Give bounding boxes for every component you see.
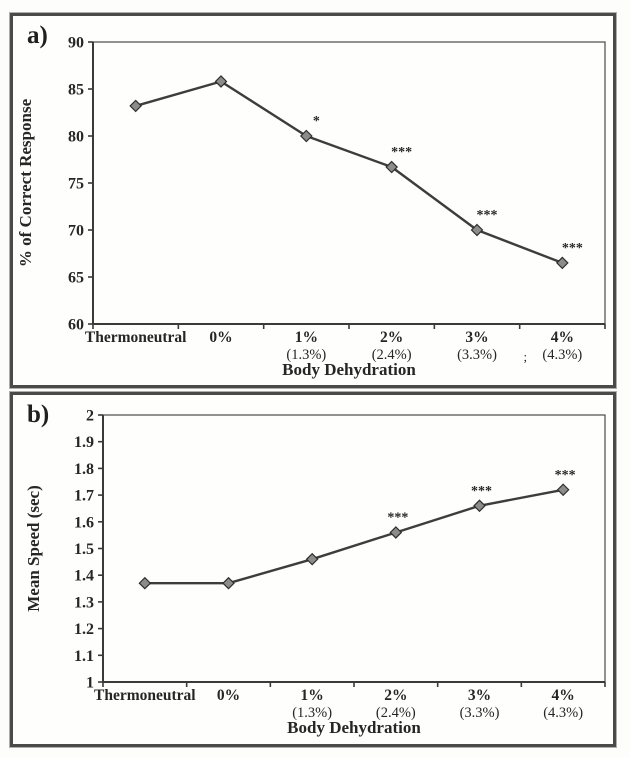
panel-b: [10, 392, 616, 747]
y-tick-label: 1.8: [74, 460, 94, 478]
x-category-label: 3%: [465, 329, 489, 346]
x-category-label: 0%: [209, 329, 233, 346]
panel-a-chart: [13, 16, 613, 385]
x-category-sublabel: (3.3%): [457, 347, 497, 363]
y-tick-label: 90: [68, 34, 84, 52]
y-axis-title: % of Correct Response: [16, 98, 35, 268]
x-category-sublabel: (1.3%): [292, 705, 333, 721]
plot-border: [93, 42, 605, 324]
y-tick-label: 1.4: [74, 567, 94, 585]
x-category-label: 2%: [384, 687, 408, 704]
series-line: [145, 490, 563, 583]
y-tick-label: 1.6: [74, 514, 94, 532]
x-category-sublabel: (3.3%): [459, 705, 500, 721]
y-tick-label: 1.1: [74, 647, 94, 665]
y-tick-label: 1.3: [74, 594, 94, 612]
x-category-label: 0%: [216, 687, 241, 704]
series-line: [136, 81, 563, 262]
x-axis-title: Body Dehydration: [287, 718, 421, 737]
data-point-marker: [558, 484, 569, 495]
data-point-marker: [223, 578, 234, 589]
significance-annotation: ***: [561, 240, 583, 256]
x-category-label: 1%: [300, 687, 324, 704]
panel-b-chart: [13, 395, 613, 744]
y-tick-label: 2: [86, 407, 94, 425]
x-category-label: 3%: [467, 687, 492, 704]
panel-a: [10, 13, 616, 388]
axis-lines: [93, 42, 605, 324]
data-point-marker: [130, 100, 141, 111]
x-category-sublabel: (4.3%): [543, 705, 584, 721]
significance-annotation: ***: [476, 208, 498, 223]
x-category-label: 2%: [380, 329, 404, 346]
significance-annotation: ***: [471, 483, 492, 499]
x-category-label: Thermoneutral: [84, 329, 187, 346]
y-tick-label: 75: [68, 175, 84, 193]
data-point-marker: [390, 527, 401, 538]
y-tick-label: 65: [68, 269, 84, 287]
axis-lines: [103, 415, 605, 682]
significance-annotation: *: [312, 114, 320, 129]
x-category-sublabel: (1.3%): [286, 347, 327, 363]
y-tick-label: 1: [86, 674, 94, 692]
y-axis-title: Mean Speed (sec): [24, 485, 43, 612]
x-axis-title: Body Dehydration: [282, 360, 416, 379]
x-category-sublabel: (4.3%): [542, 347, 583, 363]
panel-b-label: b): [27, 401, 50, 428]
x-category-label: 4%: [551, 687, 575, 704]
panel-a-label: a): [27, 22, 48, 49]
x-category-label: Thermoneutral: [94, 687, 196, 704]
significance-annotation: ***: [387, 510, 409, 526]
y-tick-label: 85: [68, 81, 84, 99]
x-category-sublabel: (2.4%): [375, 705, 416, 721]
y-tick-label: 80: [68, 128, 84, 146]
y-tick-label: 1.5: [74, 541, 94, 558]
y-tick-label: 60: [68, 316, 84, 334]
data-point-marker: [139, 578, 150, 589]
data-point-marker: [557, 257, 568, 268]
y-tick-label: 70: [68, 222, 84, 240]
y-tick-label: 1.7: [74, 487, 94, 505]
scan-noise-mark: ;: [523, 349, 528, 364]
significance-annotation: ***: [391, 145, 413, 161]
y-tick-label: 1.2: [74, 621, 94, 639]
y-tick-label: 1.9: [74, 434, 94, 452]
data-point-marker: [474, 500, 485, 511]
plot-border: [103, 415, 605, 682]
x-category-label: 4%: [550, 329, 574, 346]
x-category-sublabel: (2.4%): [371, 347, 412, 363]
significance-annotation: ***: [554, 467, 576, 483]
data-point-marker: [307, 554, 318, 565]
x-category-label: 1%: [294, 329, 318, 346]
